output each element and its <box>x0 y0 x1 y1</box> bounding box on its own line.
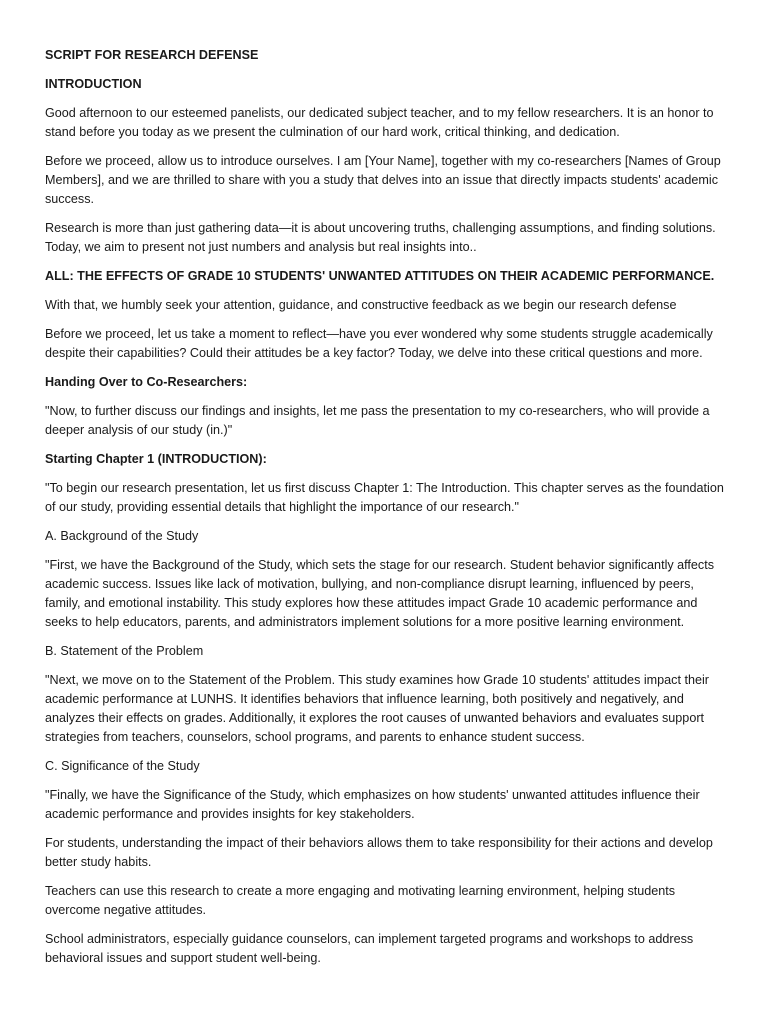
section-a-paragraph: "First, we have the Background of the Study, which sets the stage for our research. Student behavior significantly affects academic success. Issues like lack of motivation, bullying, and non-compliance disrupt learning, influenced by peers, family, and emotional instability. This study explores how these attitudes impact Grade 10 academic performance and seeks to help educators, parents, and administrators implement solutions for a more positive learning environment. <box>45 558 715 629</box>
chapter-1-paragraph: "To begin our research presentation, let us first discuss Chapter 1: The Introduction. This chapter serves as the foundation of our study, providing essential details that highlight the importance of our research." <box>45 481 724 514</box>
students-paragraph: For students, understanding the impact of their behaviors allows them to take responsibility for their actions and develop better study habits. <box>45 836 713 869</box>
introduce-paragraph: Before we proceed, allow us to introduce ourselves. I am [Your Name], together with my co-researchers [Names of Group Members], and we are thrilled to share with you a study that delves into an issue that directly impacts students' academic success. <box>45 154 721 206</box>
reflect-paragraph: Before we proceed, let us take a moment to reflect—have you ever wondered why some students struggle academically despite their capabilities? Could their attitudes be a key factor? Today, we delve into these critical questions and more. <box>45 327 713 360</box>
section-c-paragraph: "Finally, we have the Significance of the Study, which emphasizes on how students' unwanted attitudes influence their academic performance and provides insights for key stakeholders. <box>45 788 700 821</box>
section-b-paragraph: "Next, we move on to the Statement of the Problem. This study examines how Grade 10 students' attitudes impact their academic performance at LUNHS. It identifies behaviors that influence learning, both positively and negatively, and analyzes their effects on grades. Additionally, it explores the root causes of unwanted behaviors and evaluates support strategies from teachers, counselors, school programs, and parents to enhance student success. <box>45 673 709 744</box>
section-a-heading: A. Background of the Study <box>45 529 199 543</box>
teachers-paragraph: Teachers can use this research to create a more engaging and motivating learning environment, helping students overcome negative attitudes. <box>45 884 676 917</box>
study-title: ALL: THE EFFECTS OF GRADE 10 STUDENTS' UNWANTED ATTITUDES ON THEIR ACADEMIC PERFORMANCE. <box>45 269 715 283</box>
attention-paragraph: With that, we humbly seek your attention, guidance, and constructive feedback as we begin our research defense <box>45 298 677 312</box>
section-b-heading: B. Statement of the Problem <box>45 644 204 658</box>
handing-over-heading: Handing Over to Co-Researchers: <box>45 375 248 389</box>
section-c-heading: C. Significance of the Study <box>45 759 200 773</box>
chapter-1-heading: Starting Chapter 1 (INTRODUCTION): <box>45 452 267 466</box>
document-title: SCRIPT FOR RESEARCH DEFENSE <box>45 48 259 62</box>
document-page <box>45 46 725 978</box>
handing-over-paragraph: "Now, to further discuss our findings and insights, let me pass the presentation to my co-researchers, who will provide a deeper analysis of our study (in.)" <box>45 404 710 437</box>
introduction-heading: INTRODUCTION <box>45 77 142 91</box>
research-paragraph: Research is more than just gathering data—it is about uncovering truths, challenging assumptions, and finding solutions. Today, we aim to present not just numbers and analysis but real insights into.. <box>45 221 716 254</box>
administrators-paragraph: School administrators, especially guidance counselors, can implement targeted programs and workshops to address behavioral issues and support student well-being. <box>45 932 694 965</box>
greeting-paragraph: Good afternoon to our esteemed panelists, our dedicated subject teacher, and to my fellow researchers. It is an honor to stand before you today as we present the culmination of our hard work, critical thinking, and dedication. <box>45 106 714 139</box>
